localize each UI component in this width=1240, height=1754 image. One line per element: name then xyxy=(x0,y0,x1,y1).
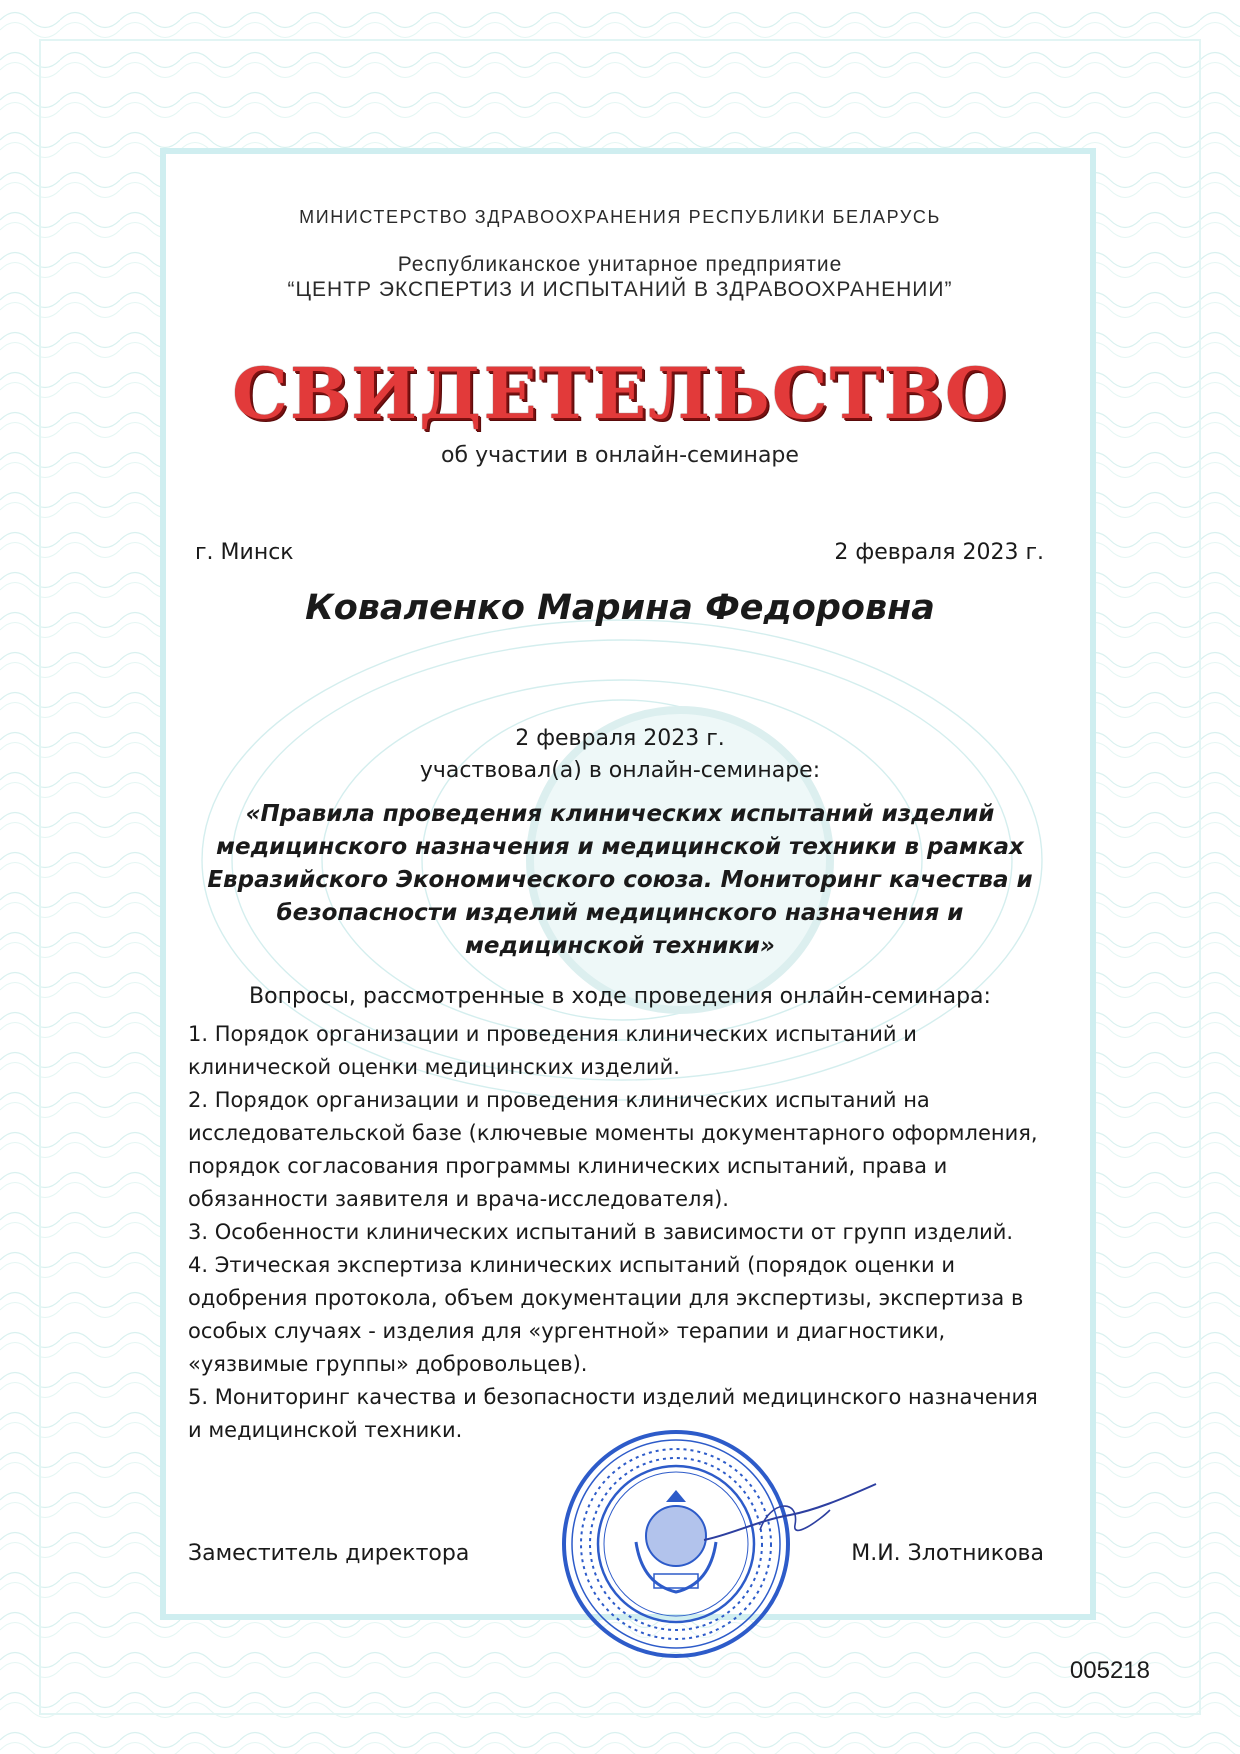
question-item: 5. Мониторинг качества и безопасности изделий медицинского назначения и медицинской техники. xyxy=(188,1385,1038,1442)
signer-name: М.И. Злотникова xyxy=(851,1541,1044,1566)
question-item: 4. Этическая экспертиза клинических испытаний (порядок оценки и одобрения протокола, объем документации для экспертизы, экспертиза в особых случаях - изделия для «ургентной» терапии и диагностики, «уязвимые группы» добровольцев). xyxy=(188,1253,1024,1376)
recipient-name: Коваленко Марина Федоровна xyxy=(305,588,935,628)
issue-date: 2 февраля 2023 г. xyxy=(834,540,1044,565)
seminar-title: «Правила проведения клинических испытаний изделий медицинского назначения и медицинской техники в рамках Евразийского Экономического союза. Мониторинг качества и безопасности изделий медицинского назначения и медицинской техники» xyxy=(207,801,1033,959)
question-item: 3. Особенности клинических испытаний в зависимости от групп изделий. xyxy=(188,1220,1014,1244)
ministry-name: МИНИСТЕРСТВО ЗДРАВООХРАНЕНИЯ РЕСПУБЛИКИ БЕЛАРУСЬ xyxy=(299,207,941,227)
issue-city: г. Минск xyxy=(195,540,294,565)
document-number: 005218 xyxy=(1069,1657,1150,1684)
participation-statement: участвовал(а) в онлайн-семинаре: xyxy=(419,758,821,783)
questions-list xyxy=(188,1018,1058,1447)
organization-type: Республиканское унитарное предприятие xyxy=(397,253,843,276)
certificate-subtitle: об участии в онлайн-семинаре xyxy=(441,443,799,468)
organization-name: “ЦЕНТР ЭКСПЕРТИЗ И ИСПЫТАНИЙ В ЗДРАВООХРАНЕНИИ” xyxy=(287,278,953,301)
event-date: 2 февраля 2023 г. xyxy=(515,726,725,751)
certificate-title: СВИДЕТЕЛЬСТВО xyxy=(232,352,1008,435)
handwritten-signature xyxy=(700,1480,880,1560)
signer-position: Заместитель директора xyxy=(188,1541,470,1566)
question-item: 1. Порядок организации и проведения клинических испытаний и клинической оценки медицинских изделий. xyxy=(188,1022,917,1079)
question-item: 2. Порядок организации и проведения клинических испытаний на исследовательской базе (ключевые моменты документарного оформления, порядок согласования программы клинических испытаний, права и обязанности заявителя и врача-исследователя). xyxy=(188,1088,1038,1211)
questions-header: Вопросы, рассмотренные в ходе проведения онлайн-семинара: xyxy=(249,984,991,1009)
